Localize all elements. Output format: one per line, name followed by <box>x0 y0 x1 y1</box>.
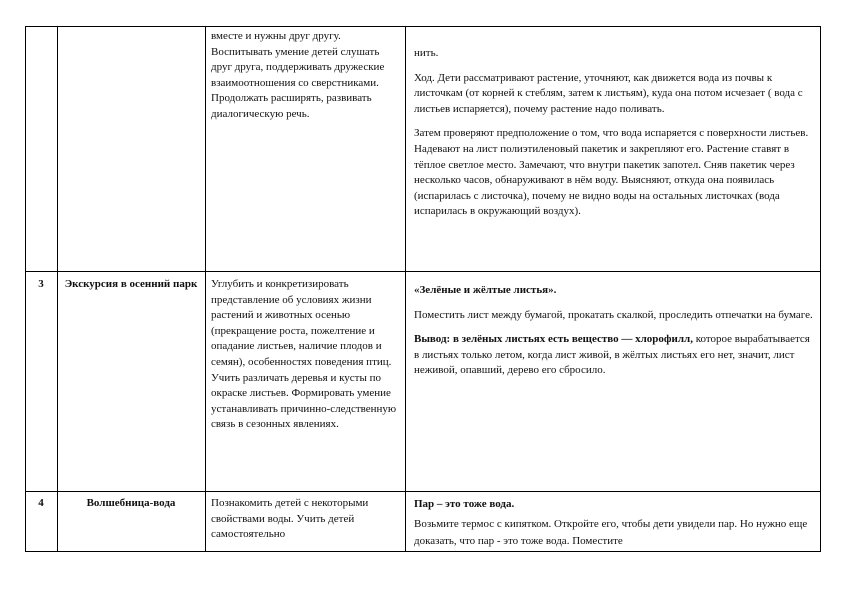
row1-content-p1: нить. <box>414 47 439 59</box>
row-divider-2 <box>25 491 821 492</box>
column-divider-3 <box>405 26 406 552</box>
row2-experiment-title: «Зелёные и жёлтые листья». <box>414 284 557 296</box>
row2-content-cell <box>414 283 816 379</box>
row3-goals-text: Познакомить детей с некоторыми свойствами воды. Учить детей самостоятельно <box>211 497 369 541</box>
row1-goals-text: вместе и нужны друг другу. Воспитывать умение детей слушать друг друга, поддерживать дружеские взаимоотношения со сверстниками. Продолжать расширять, развивать диалогическую речь. <box>211 30 385 120</box>
row1-content-p2: Ход. Дети рассматривают растение, уточняют, как движется вода из почвы к листочкам (от корней к стеблям, затем к листьям), куда она потом исчезает ( вода с листьев испаряется), почему растение надо поливать. <box>414 71 803 115</box>
table-right-border <box>820 26 821 552</box>
conclusion-label: Вывод: <box>414 333 451 346</box>
row3-experiment-title: Пар – это тоже вода. <box>414 498 515 510</box>
row3-goals-cell <box>211 496 397 543</box>
table-bottom-border <box>25 551 821 552</box>
column-divider-2 <box>205 26 206 552</box>
column-divider-1 <box>57 26 58 552</box>
conclusion-bold-text: в зелёных листьях есть вещество — хлорофилл, <box>450 333 693 346</box>
row1-content-p3: Затем проверяют предположение о том, что вода испаряется с поверхности листьев. Надевают на лист полиэтиленовый пакетик и закрепляют его. Растение ставят в тёплое светлое место. Замечают, что внутри пакетик запотел. Сняв пакетик через несколько часов, обнаруживают в нём воду. Выясняют, откуда она появилась (испарилась с листочка), почему не видно воды на остальных листочках (вода испарилась в окружающий воздух). <box>414 127 809 218</box>
row3-content-cell <box>414 496 816 550</box>
row1-content-cell <box>414 46 816 220</box>
row3-content-p1: Возьмите термос с кипятком. Откройте его, чтобы дети увидели пар. Но нужно еще доказать, что пар - это тоже вода. Поместите <box>414 518 808 547</box>
row3-number: 4 <box>38 497 44 509</box>
table-top-border <box>25 26 821 27</box>
row2-topic: Экскурсия в осенний парк <box>64 278 198 290</box>
row2-number: 3 <box>38 278 44 290</box>
row2-conclusion <box>414 332 816 379</box>
row3-topic: Волшебница-вода <box>86 497 176 509</box>
conclusion-rest-text: которое вырабатывается в листьях только летом, когда лист живой, в жёлтых листьях его нет, значит, лист неживой, опавший, дерево его сбросило. <box>414 333 810 377</box>
row-divider-1 <box>25 271 821 272</box>
row2-goals-cell <box>211 277 397 433</box>
row1-goals-cell <box>211 29 397 123</box>
row2-goals-text: Углубить и конкретизировать представление об условиях жизни растений и животных осенью (прекращение роста, пожелтение и опадание листьев, наличие плодов и семян), особенностях поведения птиц. Учить различать деревья и кусты по окраске листьев. Формировать умение устанавливать причинно-следственную связь в сезонных явлениях. <box>211 278 397 431</box>
row2-content-p1: Поместить лист между бумагой, прокатать скалкой, проследить отпечатки на бумаге. <box>414 308 813 321</box>
